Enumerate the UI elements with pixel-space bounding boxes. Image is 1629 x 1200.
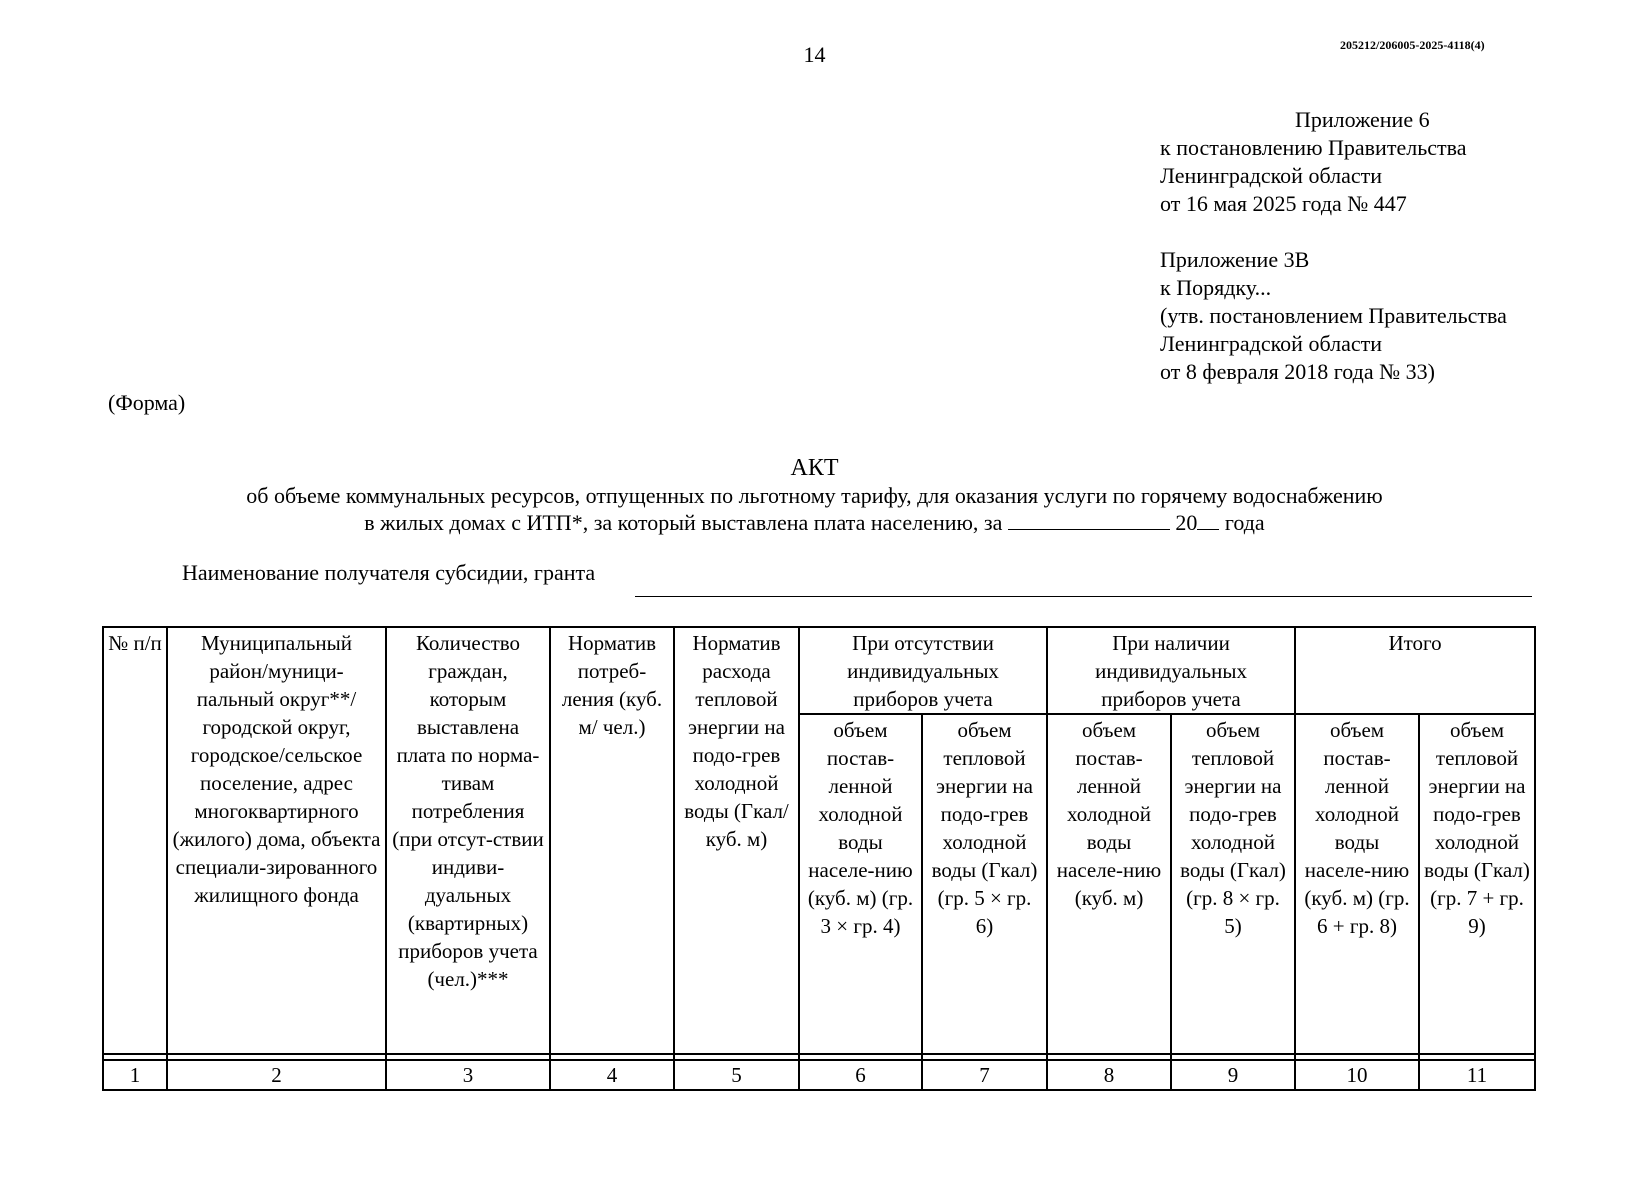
column-number-cell: 7: [922, 1060, 1047, 1090]
column-number-cell: 3: [386, 1060, 550, 1090]
appendix-block-2: [1160, 246, 1507, 386]
appendix-2-line: к Порядку...: [1160, 275, 1272, 300]
appendix-1-line: Ленинградской области: [1160, 163, 1382, 188]
year-prefix: 20: [1175, 510, 1198, 535]
appendix-1-line: от 16 мая 2025 года № 447: [1160, 191, 1407, 216]
table-header-row: [103, 627, 1535, 714]
appendix-2-line: Приложение 3В: [1160, 247, 1310, 272]
column-number-cell: 5: [674, 1060, 799, 1090]
appendix-2-line: Ленинградской области: [1160, 331, 1382, 356]
appendix-1-line: к постановлению Правительства: [1160, 135, 1467, 160]
column-number-cell: 11: [1419, 1060, 1535, 1090]
header-cell-number: № п/п: [103, 627, 167, 1054]
column-number-cell: 10: [1295, 1060, 1419, 1090]
column-number-cell: 8: [1047, 1060, 1171, 1090]
column-number-row: [103, 1060, 1535, 1090]
header-cell-col8: объем постав-ленной холодной воды населе-нию (куб. м): [1047, 714, 1171, 1054]
column-number-cell: 4: [550, 1060, 674, 1090]
column-number-cell: 6: [799, 1060, 922, 1090]
header-cell-col11: объем тепловой энергии на подо-грев холодной воды (Гкал) (гр. 7 + гр. 9): [1419, 714, 1535, 1054]
column-number-cell: 9: [1171, 1060, 1295, 1090]
header-cell-municipality: Муниципальный район/муници-пальный округ**/ городской округ, городское/сельское поселение, адрес многоквартирного (жилого) дома, объекта специали-зированного жилищного фонда: [167, 627, 386, 1054]
header-cell-consumption-norm: Норматив потреб-ления (куб. м/ чел.): [550, 627, 674, 1054]
header-group-total: Итого: [1295, 627, 1535, 714]
act-subtitle-line-2: [0, 509, 1629, 537]
subtitle-text: в жилых домах с ИТП*, за который выставлена плата населению, за: [364, 510, 1003, 535]
appendix-2-line: (утв. постановлением Правительства: [1160, 303, 1507, 328]
appendix-block-1: [1160, 106, 1466, 218]
act-subtitle-line-1: об объеме коммунальных ресурсов, отпущенных по льготному тарифу, для оказания услуги по горячему водоснабжению: [246, 483, 1383, 508]
header-cell-col7: объем тепловой энергии на подо-грев холодной воды (Гкал) (гр. 5 × гр. 6): [922, 714, 1047, 1054]
document-id: 205212/206005-2025-4118(4): [1340, 38, 1485, 52]
header-cell-col9: объем тепловой энергии на подо-грев холодной воды (Гкал) (гр. 8 × гр. 5): [1171, 714, 1295, 1054]
header-cell-citizens: Количество граждан, которым выставлена плата по норма-тивам потребления (при отсут-ствии индиви-дуальных (квартирных) приборов учета (чел.)***: [386, 627, 550, 1054]
appendix-1-line: Приложение 6: [1295, 107, 1430, 132]
act-table: [102, 626, 1536, 1091]
column-number-cell: 2: [167, 1060, 386, 1090]
year-suffix: года: [1224, 510, 1265, 535]
header-cell-col6: объем постав-ленной холодной воды населе-нию (куб. м) (гр. 3 × гр. 4): [799, 714, 922, 1054]
year-blank-field[interactable]: [1197, 511, 1219, 530]
recipient-label: Наименование получателя субсидии, гранта: [182, 560, 596, 585]
header-group-without-meters: При отсутствии индивидуальных приборов учета: [799, 627, 1047, 714]
recipient-blank-field[interactable]: [635, 596, 1532, 597]
page-number: 14: [803, 42, 826, 67]
form-label: (Форма): [108, 390, 186, 415]
appendix-2-line: от 8 февраля 2018 года № 33): [1160, 359, 1435, 384]
header-cell-heat-norm: Норматив расхода тепловой энергии на подо-грев холодной воды (Гкал/ куб. м): [674, 627, 799, 1054]
period-blank-field[interactable]: [1008, 511, 1170, 530]
column-number-cell: 1: [103, 1060, 167, 1090]
header-cell-col10: объем постав-ленной холодной воды населе-нию (куб. м) (гр. 6 + гр. 8): [1295, 714, 1419, 1054]
header-group-with-meters: При наличии индивидуальных приборов учета: [1047, 627, 1295, 714]
act-title: АКТ: [790, 455, 839, 481]
